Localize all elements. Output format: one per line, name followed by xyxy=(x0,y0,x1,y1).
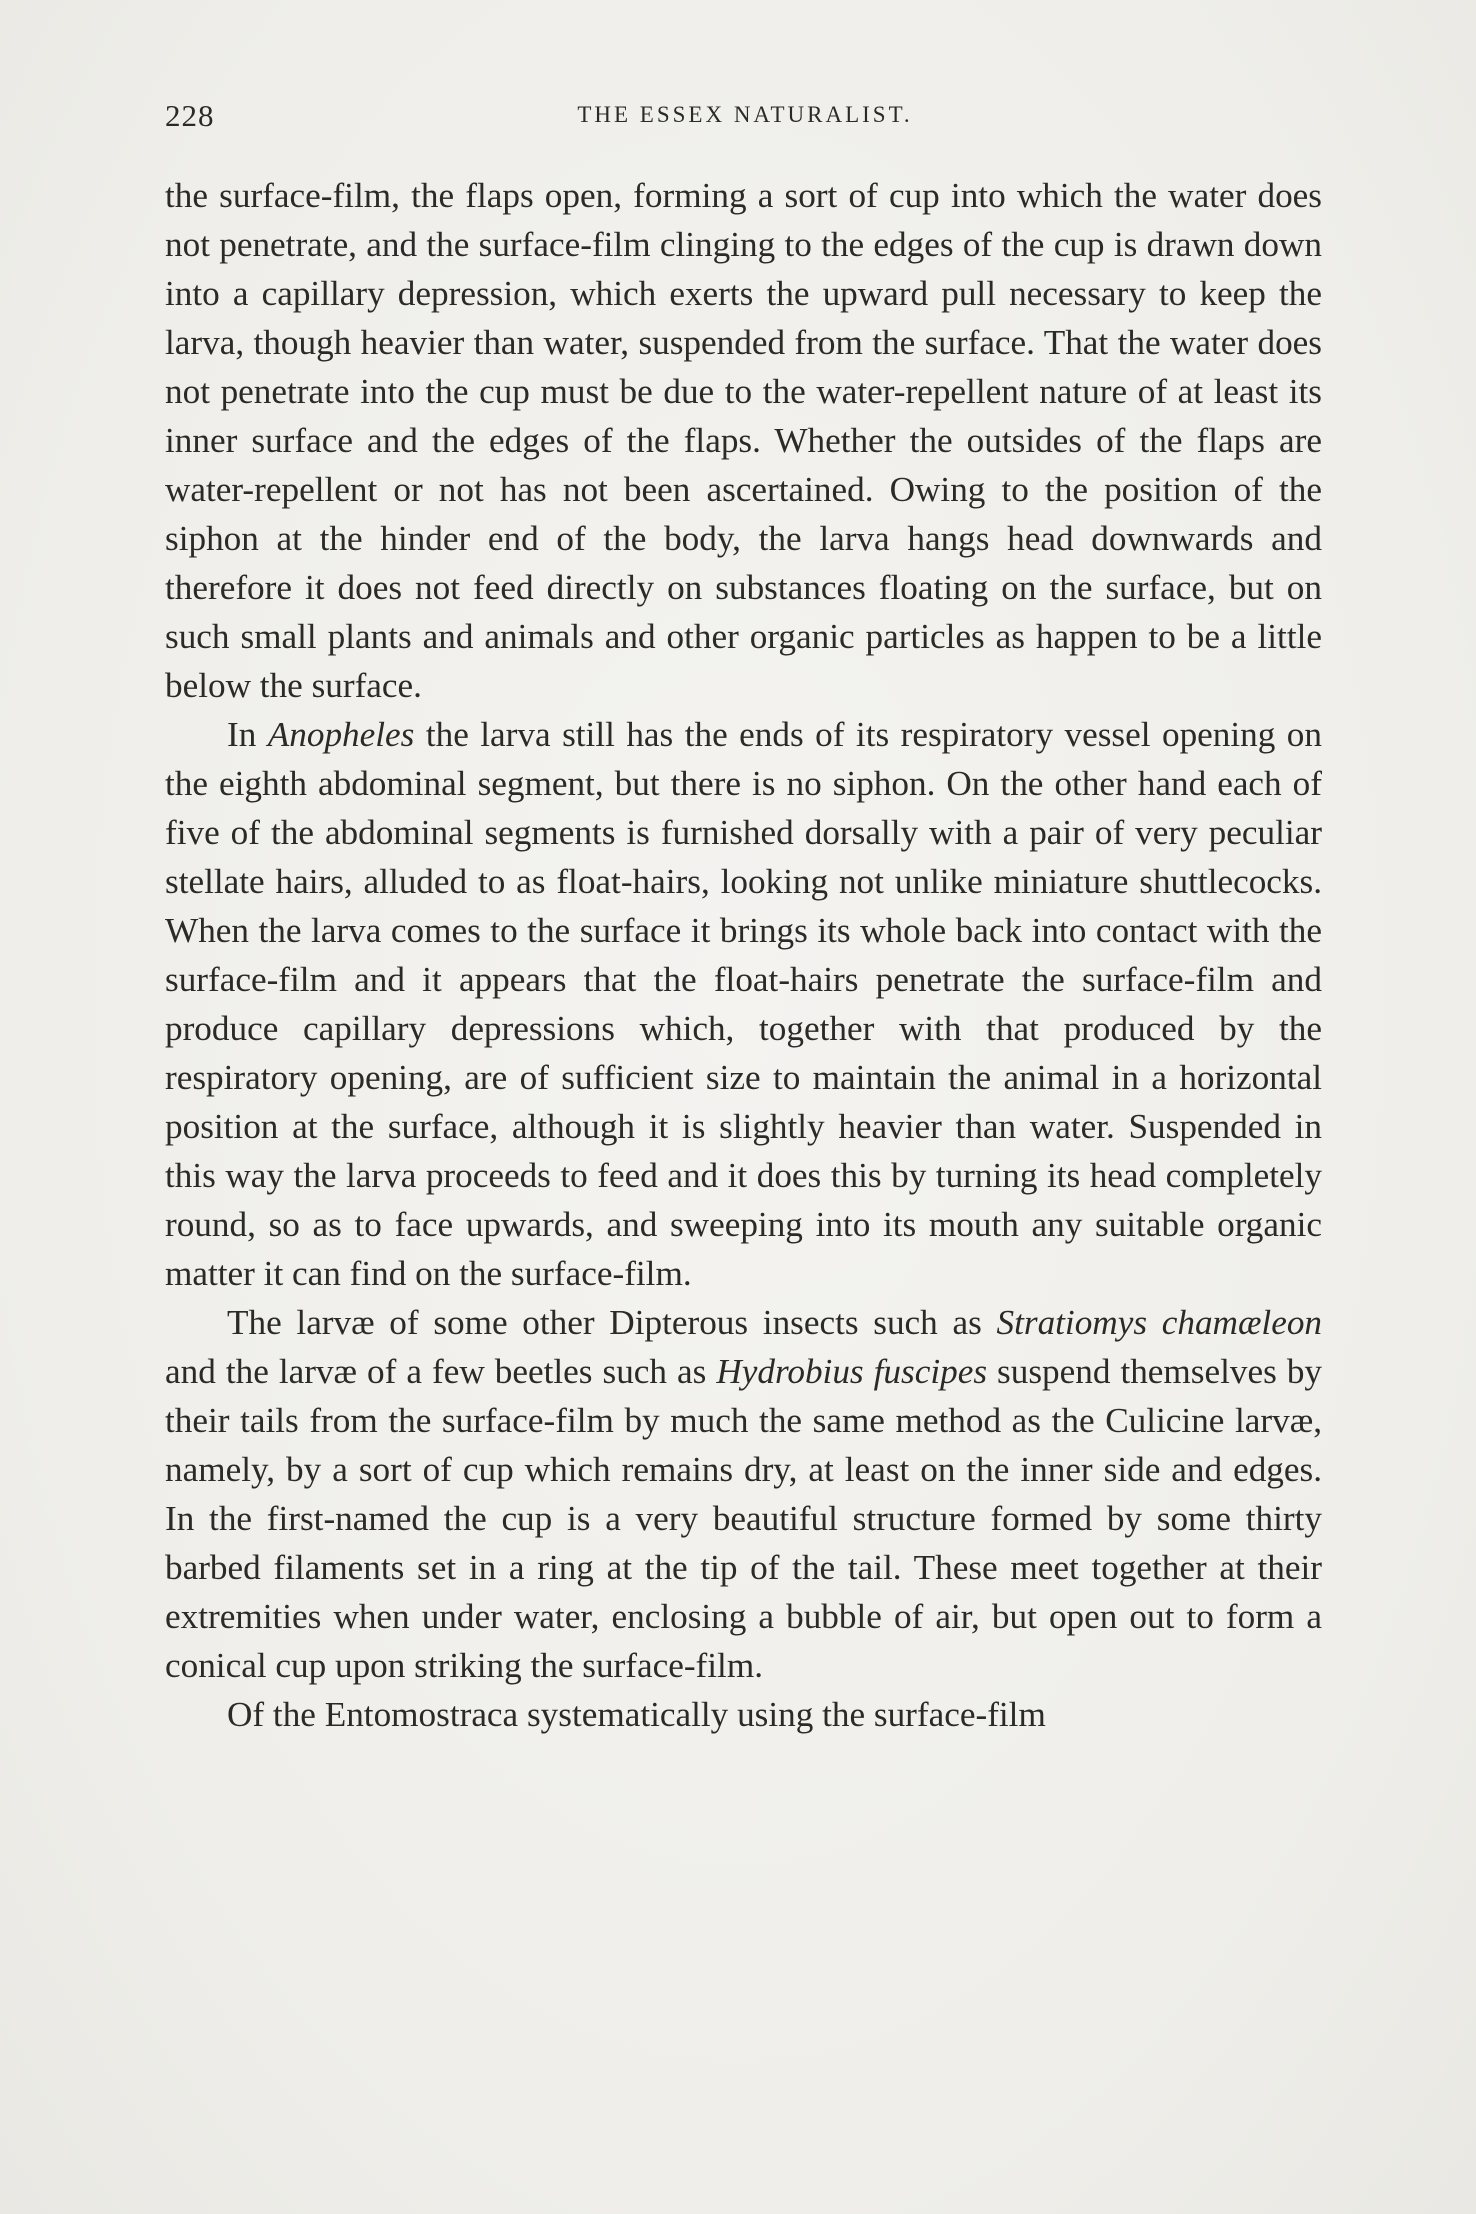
paragraph-2 xyxy=(165,710,1322,1298)
running-title: THE ESSEX NATURALIST. xyxy=(577,102,913,127)
text-run: the surface-film, the flaps open, forming a sort of cup into which the water does not penetrate, and the surface-film clinging to the edges of the cup is drawn down into a capillary depression, which exerts the upward pull necessary to keep the larva, though heavier than water, suspended from the surface. That the water does not penetrate into the cup must be due to the water-repellent nature of at least its inner surface and the edges of the flaps. Whether the outsides of the flaps are water-repellent or not has not been ascertained. Owing to the position of the siphon at the hinder end of the body, the larva hangs head downwards and therefore it does not feed directly on substances floating on the surface, but on such small plants and animals and other organic particles as happen to be a little below the surface. xyxy=(165,176,1322,705)
text-run: In xyxy=(227,715,268,754)
text-run: The larvæ of some other Dipterous insects such as xyxy=(227,1303,997,1342)
page-number: 228 xyxy=(165,98,215,133)
italic-term: Stratiomys chamæleon xyxy=(996,1303,1323,1342)
paragraph-4 xyxy=(165,1690,1322,1739)
paragraph-3 xyxy=(165,1298,1322,1690)
italic-term: Anopheles xyxy=(267,715,415,754)
text-run: Of the Entomostraca systematically using the surface-film xyxy=(227,1695,1046,1734)
italic-term: Hydrobius fuscipes xyxy=(716,1352,988,1391)
text-run: the larva still has the ends of its respiratory vessel opening on the eighth abdominal segment, but there is no siphon. On the other hand each of five of the abdominal segments is furnished dorsally with a pair of very peculiar stellate hairs, alluded to as float-hairs, looking not unlike miniature shuttlecocks. When the larva comes to the surface it brings its whole back into contact with the surface-film and it appears that the float-hairs penetrate the surface-film and produce capillary depressions which, together with that produced by the respiratory opening, are of sufficient size to maintain the animal in a horizontal position at the surface, although it is slightly heavier than water. Suspended in this way the larva proceeds to feed and it does this by turning its head completely round, so as to face upwards, and sweeping into its mouth any suitable organic matter it can find on the surface-film. xyxy=(165,715,1322,1293)
running-head xyxy=(165,98,1325,138)
text-run: and the larvæ of a few beetles such as xyxy=(165,1352,717,1391)
paragraph-1 xyxy=(165,171,1322,710)
body-text xyxy=(165,171,1322,1739)
text-run: suspend themselves by their tails from the surface-film by much the same method as the Culicine larvæ, namely, by a sort of cup which remains dry, at least on the inner side and edges. In the first-named the cup is a very beautiful structure formed by some thirty barbed filaments set in a ring at the tip of the tail. These meet together at their extremities when under water, enclosing a bubble of air, but open out to form a conical cup upon striking the surface-film. xyxy=(165,1352,1323,1685)
